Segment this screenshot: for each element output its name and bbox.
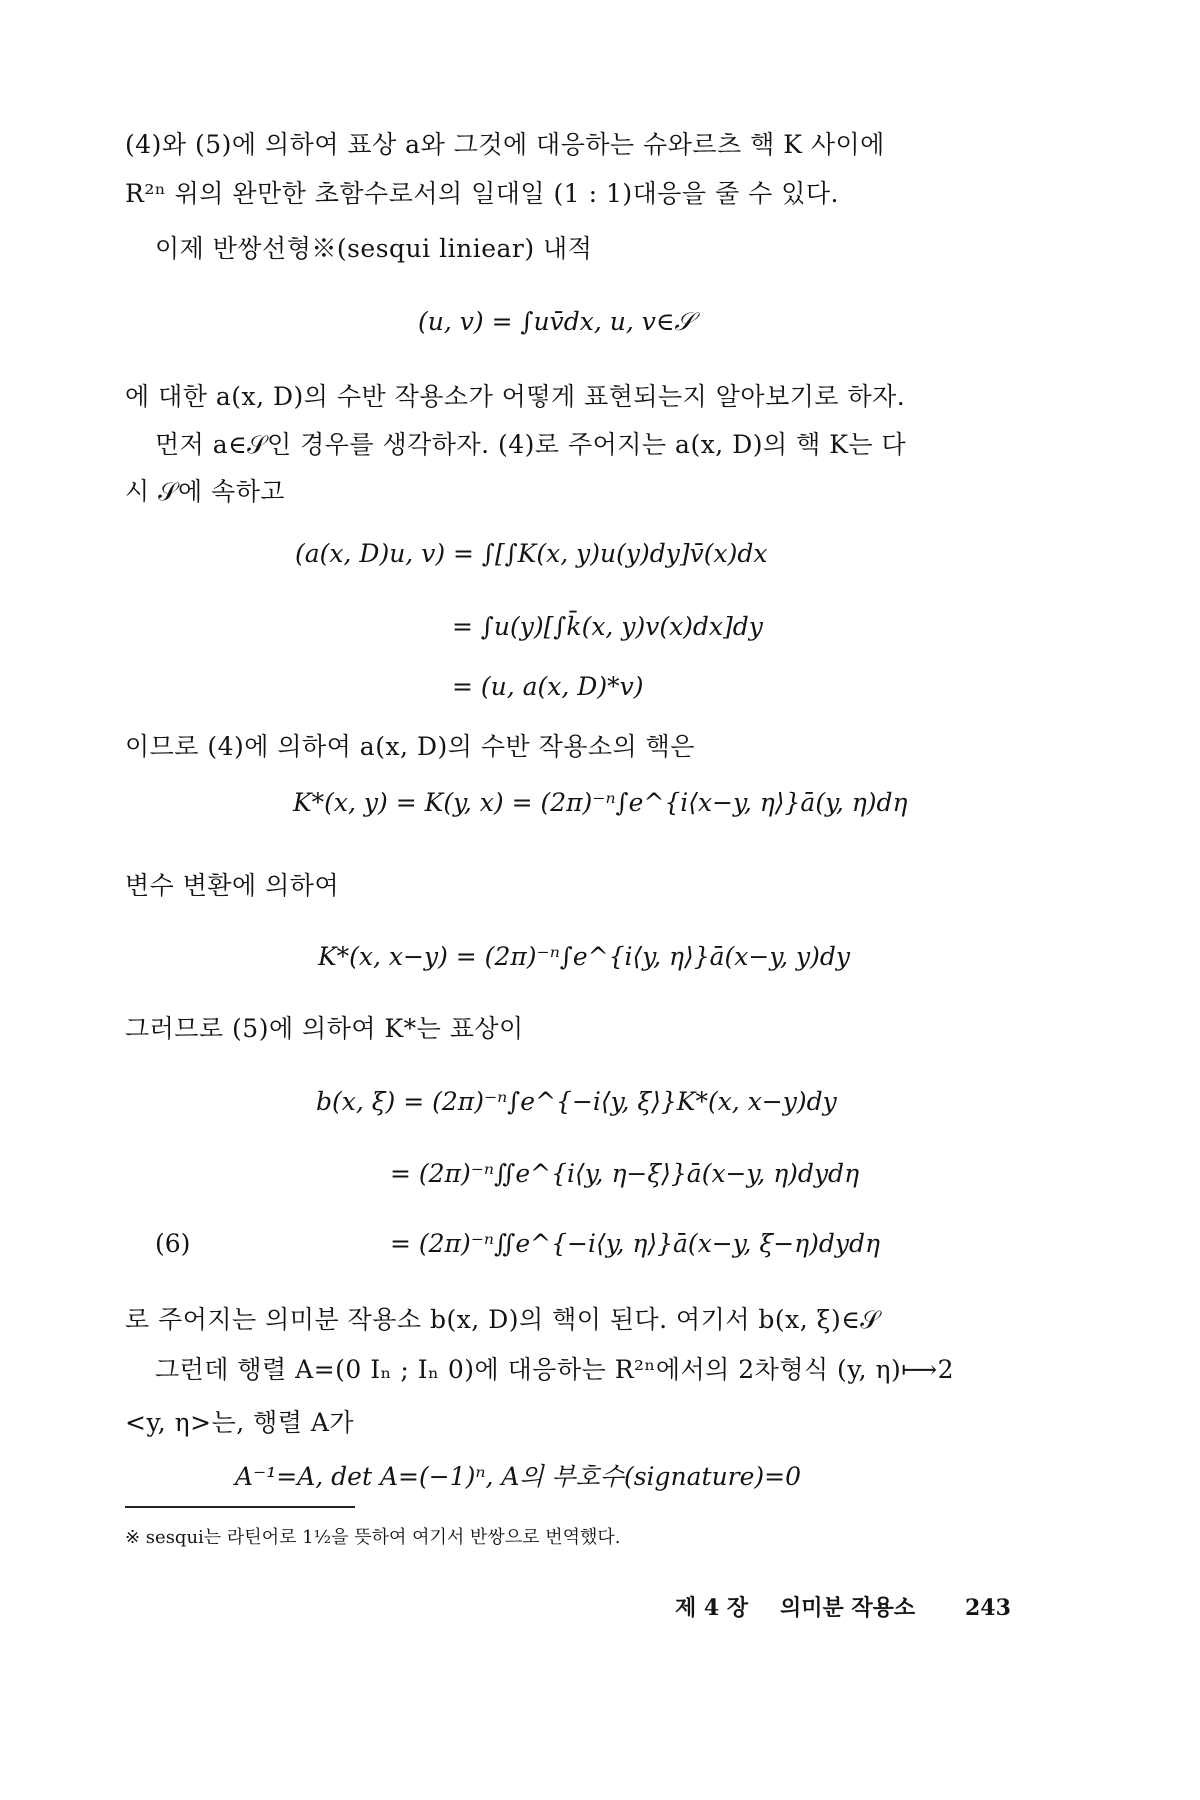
footnote: ※ sesqui는 라틴어로 1½을 뜻하여 여기서 반쌍으로 번역했다. xyxy=(125,1527,621,1548)
paragraph-line: 시 𝒮에 속하고 xyxy=(125,477,285,506)
adjoint-kernel-equation: K*(x, y) = K(y, x) = (2π)⁻ⁿ∫e^{i⟨x−y, η⟩}ā(y, η)dη xyxy=(293,788,908,817)
kernel-change-of-variables-equation: K*(x, x−y) = (2π)⁻ⁿ∫e^{i⟨y, η⟩}ā(x−y, y)dy xyxy=(318,942,851,971)
adjoint-equation-line-2: = ∫u(y)[∫k̄(x, y)v(x)dx]dy xyxy=(452,612,763,641)
symbol-equation-line-3: = (2π)⁻ⁿ∬e^{−i⟨y, η⟩}ā(x−y, ξ−η)dydη xyxy=(390,1229,880,1258)
paragraph-line: <y, η>는, 행렬 A가 xyxy=(125,1408,355,1437)
paragraph-line: 이제 반쌍선형※(sesqui liniear) 내적 xyxy=(155,234,593,263)
paragraph-line: 그러므로 (5)에 의하여 K*는 표상이 xyxy=(125,1014,524,1043)
paragraph-line: 그런데 행렬 A=(0 Iₙ ; Iₙ 0)에 대응하는 R²ⁿ에서의 2차형식 (y, η)⟼2 xyxy=(155,1355,954,1384)
running-footer-chapter: 제 4 장 xyxy=(675,1595,749,1621)
symbol-equation-line-2: = (2π)⁻ⁿ∬e^{i⟨y, η−ξ⟩}ā(x−y, η)dydη xyxy=(390,1159,860,1188)
adjoint-equation-line-3: = (u, a(x, D)*v) xyxy=(452,672,644,701)
equation-number: (6) xyxy=(155,1229,191,1258)
page-number: 243 xyxy=(965,1595,1011,1621)
paragraph-line: 로 주어지는 의미분 작용소 b(x, D)의 핵이 된다. 여기서 b(x, ξ)∈𝒮 xyxy=(125,1305,881,1334)
paragraph-line: (4)와 (5)에 의하여 표상 a와 그것에 대응하는 슈와르츠 핵 K 사이에 xyxy=(125,130,885,159)
paragraph-line: R²ⁿ 위의 완만한 초함수로서의 일대일 (1 : 1)대응을 줄 수 있다. xyxy=(125,179,839,208)
adjoint-equation-line-1: (a(x, D)u, v) = ∫[∫K(x, y)u(y)dy]v̄(x)dx xyxy=(295,539,768,568)
footnote-divider xyxy=(125,1506,355,1508)
paragraph-line: 에 대한 a(x, D)의 수반 작용소가 어떻게 표현되는지 알아보기로 하자. xyxy=(125,382,906,411)
matrix-properties-equation: A⁻¹=A, det A=(−1)ⁿ, A의 부호수(signature)=0 xyxy=(235,1462,802,1491)
symbol-equation-line-1: b(x, ξ) = (2π)⁻ⁿ∫e^{−i⟨y, ξ⟩}K*(x, x−y)dy xyxy=(316,1087,837,1116)
paragraph-line: 이므로 (4)에 의하여 a(x, D)의 수반 작용소의 핵은 xyxy=(125,732,695,761)
running-footer-title: 의미분 작용소 xyxy=(780,1595,916,1621)
inner-product-equation: (u, v) = ∫uv̄dx, u, v∈𝒮 xyxy=(418,307,694,336)
paragraph-line: 먼저 a∈𝒮인 경우를 생각하자. (4)로 주어지는 a(x, D)의 핵 K는 다 xyxy=(155,430,907,459)
paragraph-line: 변수 변환에 의하여 xyxy=(125,871,340,900)
